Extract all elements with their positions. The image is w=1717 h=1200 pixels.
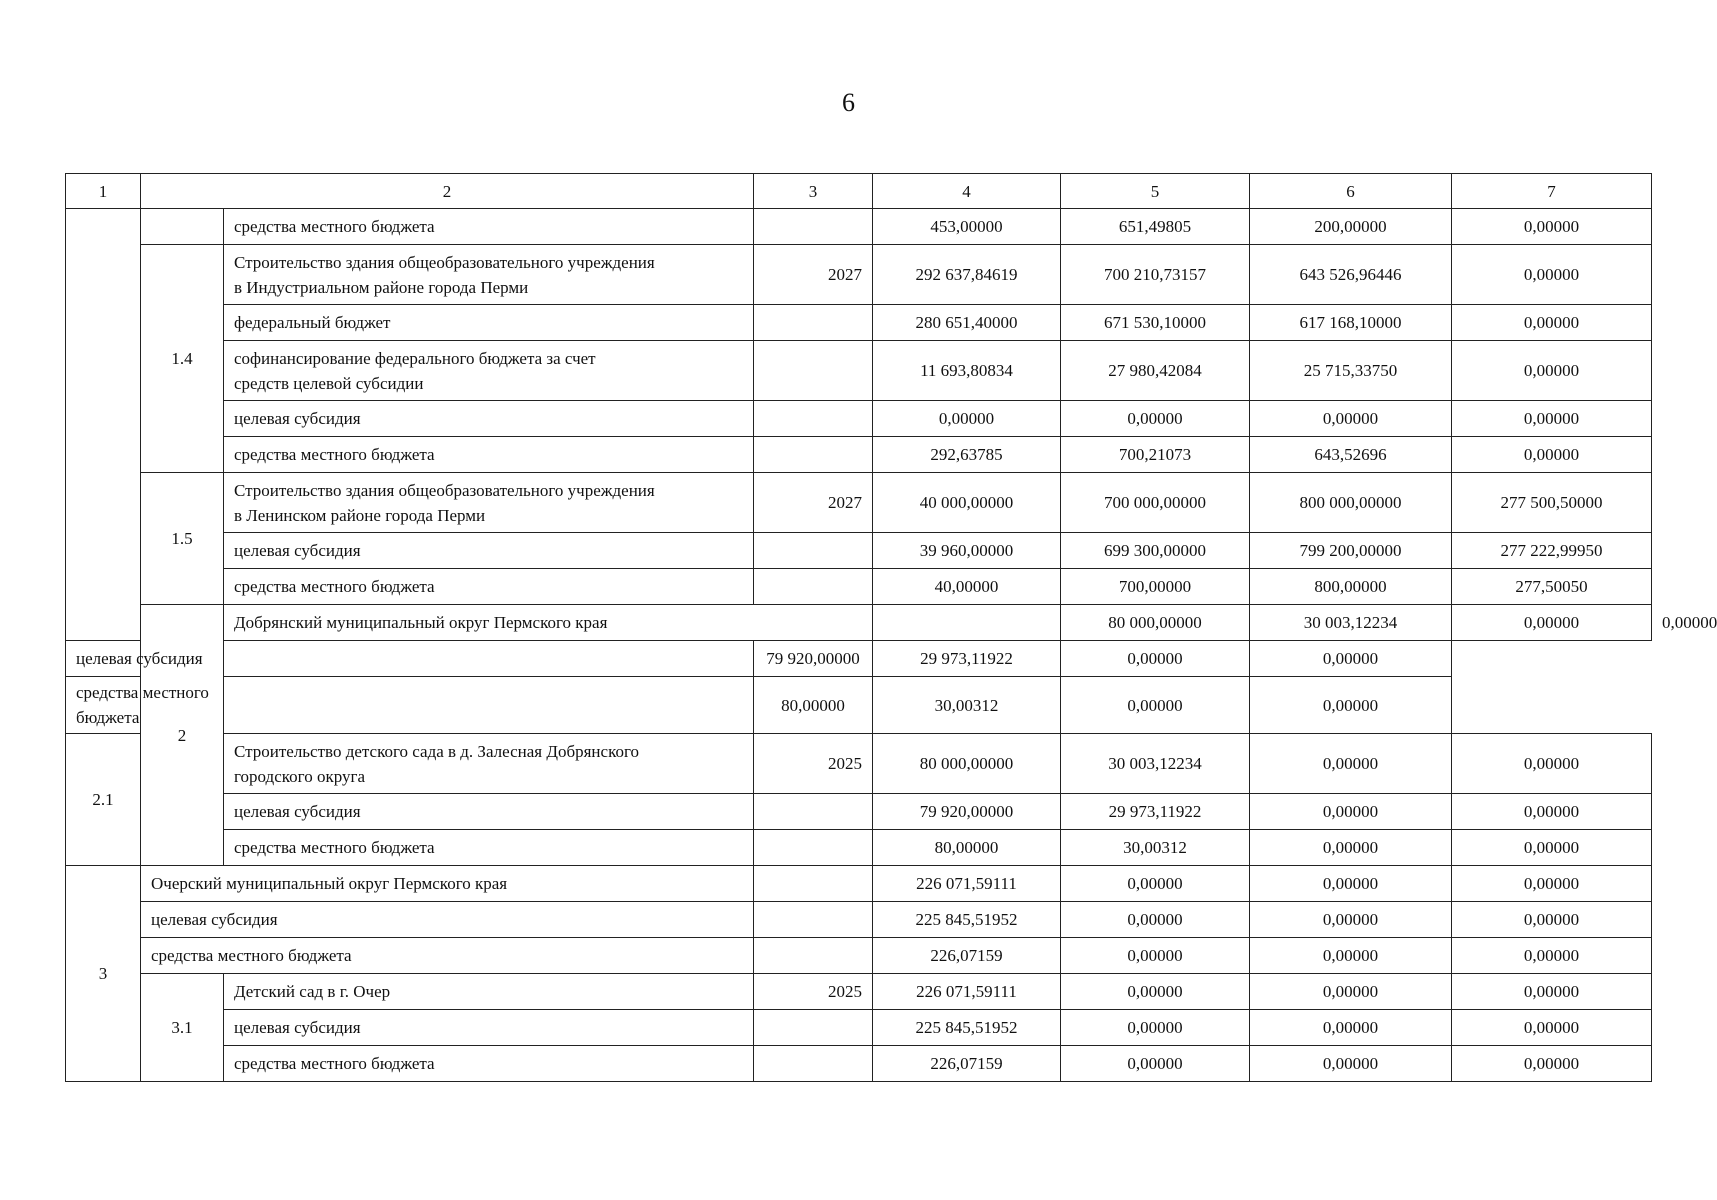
value-cell: 699 300,00000 [1061,533,1250,569]
value-cell: 0,00000 [1250,902,1452,938]
value-cell: 0,00000 [1452,605,1652,641]
value-cell: 80,00000 [754,677,873,734]
value-cell: 0,00000 [1061,1010,1250,1046]
row-label: целевая субсидия [224,533,754,569]
table-row [66,401,1652,437]
item-title-line: Строительство здания общеобразовательного учреждения [234,480,655,500]
item-title [224,734,754,794]
value-cell: 25 715,33750 [1250,341,1452,401]
table-row [66,641,1652,677]
table-row [66,794,1652,830]
item-number-cell: 3.1 [141,974,224,1082]
table-row [66,305,1652,341]
year-cell [754,209,873,245]
row-label: средства местного бюджета [224,437,754,473]
row-label: целевая субсидия [66,641,224,677]
value-cell: 80,00000 [873,830,1061,866]
header-row [66,174,1652,209]
header-cell: 1 [66,174,141,209]
row-label-line: софинансирование федерального бюджета за счет [234,348,596,368]
table-row [66,245,1652,305]
value-cell: 0,00000 [1250,830,1452,866]
value-cell: 80 000,00000 [1061,605,1250,641]
value-cell: 0,00000 [1061,902,1250,938]
value-cell: 0,00000 [1452,437,1652,473]
item-number-cell: 2.1 [66,734,141,866]
value-cell: 0,00000 [1061,1046,1250,1082]
item-number-cell: 1.5 [141,473,224,605]
value-cell: 292 637,84619 [873,245,1061,305]
section-number-cell [66,209,141,641]
section-number-cell: 2 [141,605,224,866]
year-cell [754,305,873,341]
value-cell: 0,00000 [1452,245,1652,305]
value-cell: 0,00000 [1452,830,1652,866]
value-cell: 643 526,96446 [1250,245,1452,305]
value-cell: 225 845,51952 [873,902,1061,938]
value-cell: 0,00000 [1452,974,1652,1010]
item-title-line: в Индустриальном районе города Перми [234,277,529,297]
year-cell: 2025 [754,734,873,794]
value-cell: 671 530,10000 [1061,305,1250,341]
table-row [66,569,1652,605]
year-cell [754,1046,873,1082]
value-cell: 277,50050 [1452,569,1652,605]
year-cell [754,866,873,902]
value-cell: 0,00000 [1452,1010,1652,1046]
item-number-cell: 1.4 [141,245,224,473]
row-label: средства местного бюджета [224,1046,754,1082]
year-cell [754,533,873,569]
value-cell: 800 000,00000 [1250,473,1452,533]
table-row [66,677,1652,734]
row-label: средства местного бюджета [224,830,754,866]
year-cell [224,641,754,677]
value-cell: 700 000,00000 [1061,473,1250,533]
row-label: средства местного бюджета [224,209,754,245]
header-cell: 7 [1452,174,1652,209]
value-cell: 0,00000 [1452,341,1652,401]
header-cell: 3 [754,174,873,209]
value-cell: 0,00000 [1452,1046,1652,1082]
value-cell: 40,00000 [873,569,1061,605]
table-row [66,938,1652,974]
value-cell: 225 845,51952 [873,1010,1061,1046]
year-cell [754,401,873,437]
page-number: 6 [842,88,855,117]
value-cell: 700 210,73157 [1061,245,1250,305]
item-title: Детский сад в г. Очер [224,974,754,1010]
value-cell: 0,00000 [1250,401,1452,437]
value-cell: 0,00000 [1250,974,1452,1010]
value-cell: 0,00000 [1452,866,1652,902]
year-cell [754,569,873,605]
value-cell: 30,00312 [873,677,1061,734]
year-cell [754,902,873,938]
value-cell: 280 651,40000 [873,305,1061,341]
header-cell: 5 [1061,174,1250,209]
value-cell: 0,00000 [1250,794,1452,830]
table-row [66,902,1652,938]
year-cell [224,677,754,734]
value-cell: 292,63785 [873,437,1061,473]
value-cell: 0,00000 [1452,305,1652,341]
table-row [66,341,1652,401]
value-cell: 700,21073 [1061,437,1250,473]
header-cell: 6 [1250,174,1452,209]
value-cell: 0,00000 [1061,974,1250,1010]
value-cell: 39 960,00000 [873,533,1061,569]
value-cell: 453,00000 [873,209,1061,245]
section-label: Добрянский муниципальный округ Пермского края [224,605,873,641]
year-cell [754,830,873,866]
value-cell: 29 973,11922 [873,641,1061,677]
value-cell: 700,00000 [1061,569,1250,605]
year-cell [873,605,1061,641]
value-cell: 0,00000 [1250,938,1452,974]
section-number-cell: 3 [66,866,141,1082]
value-cell: 0,00000 [1452,938,1652,974]
year-cell: 2027 [754,245,873,305]
value-cell: 0,00000 [1061,641,1250,677]
value-cell: 29 973,11922 [1061,794,1250,830]
table-row [66,830,1652,866]
table-row [66,1010,1652,1046]
value-cell: 617 168,10000 [1250,305,1452,341]
row-label: целевая субсидия [224,794,754,830]
value-cell: 0,00000 [1452,794,1652,830]
item-title-line: в Ленинском районе города Перми [234,505,486,525]
value-cell: 0,00000 [1061,866,1250,902]
table-row: 2 Добрянский муниципальный округ Пермского края 80 000,00000 30 003,12234 0,00000 0,00000 [66,605,1652,641]
value-cell: 30,00312 [1061,830,1250,866]
value-cell: 226 071,59111 [873,866,1061,902]
year-cell [754,938,873,974]
table-row [66,866,1652,902]
value-cell: 0,00000 [1250,1046,1452,1082]
row-label: средства местного бюджета [141,938,754,974]
year-cell [754,1010,873,1046]
value-cell: 80 000,00000 [873,734,1061,794]
value-cell: 40 000,00000 [873,473,1061,533]
year-cell: 2027 [754,473,873,533]
table-row [66,1046,1652,1082]
budget-table [65,173,1717,1082]
table-row [66,734,1652,794]
item-title-line: Строительство детского сада в д. Залесная Добрянского [234,741,640,761]
header-cell: 4 [873,174,1061,209]
value-cell: 79 920,00000 [754,641,873,677]
value-cell: 277 500,50000 [1452,473,1652,533]
value-cell: 0,00000 [1250,1010,1452,1046]
item-title-line: городского округа [234,766,366,786]
value-cell: 200,00000 [1250,209,1452,245]
value-cell: 0,00000 [1250,677,1452,734]
row-label: целевая субсидия [141,902,754,938]
value-cell: 30 003,12234 [1250,605,1452,641]
year-cell [754,437,873,473]
value-cell: 226,07159 [873,1046,1061,1082]
table-row [66,437,1652,473]
item-title [224,245,754,305]
value-cell: 277 222,99950 [1452,533,1652,569]
value-cell: 79 920,00000 [873,794,1061,830]
year-cell [754,341,873,401]
value-cell: 643,52696 [1250,437,1452,473]
table-row [66,533,1652,569]
value-cell: 0,00000 [873,401,1061,437]
value-cell: 0,00000 [1061,677,1250,734]
row-label: целевая субсидия [224,1010,754,1046]
value-cell: 0,00000 [1250,734,1452,794]
value-cell: 0,00000 [1452,401,1652,437]
value-cell: 27 980,42084 [1061,341,1250,401]
value-cell: 0,00000 [1452,209,1652,245]
year-cell: 2025 [754,974,873,1010]
value-cell: 0,00000 [1250,866,1452,902]
table-row [66,974,1652,1010]
row-label [224,341,754,401]
value-cell: 651,49805 [1061,209,1250,245]
row-label: целевая субсидия [224,401,754,437]
table-row [66,473,1652,533]
value-cell: 226 071,59111 [873,974,1061,1010]
value-cell: 0,00000 [1452,734,1652,794]
value-cell: 0,00000 [1452,902,1652,938]
year-cell [754,794,873,830]
item-title-line: Строительство здания общеобразовательного учреждения [234,252,655,272]
value-cell: 11 693,80834 [873,341,1061,401]
value-cell: 226,07159 [873,938,1061,974]
value-cell: 30 003,12234 [1061,734,1250,794]
section-label: Очерский муниципальный округ Пермского края [141,866,754,902]
row-label: средства местного бюджета [66,677,224,734]
value-cell: 0,00000 [1061,938,1250,974]
value-cell: 0,00000 [1061,401,1250,437]
row-label: средства местного бюджета [224,569,754,605]
header-cell: 2 [141,174,754,209]
value-cell: 0,00000 [1250,641,1452,677]
row-label: федеральный бюджет [224,305,754,341]
item-number-cell [141,209,224,245]
table-row [66,209,1652,245]
row-label-line: средств целевой субсидии [234,373,424,393]
value-cell: 800,00000 [1250,569,1452,605]
value-cell: 799 200,00000 [1250,533,1452,569]
item-title [224,473,754,533]
